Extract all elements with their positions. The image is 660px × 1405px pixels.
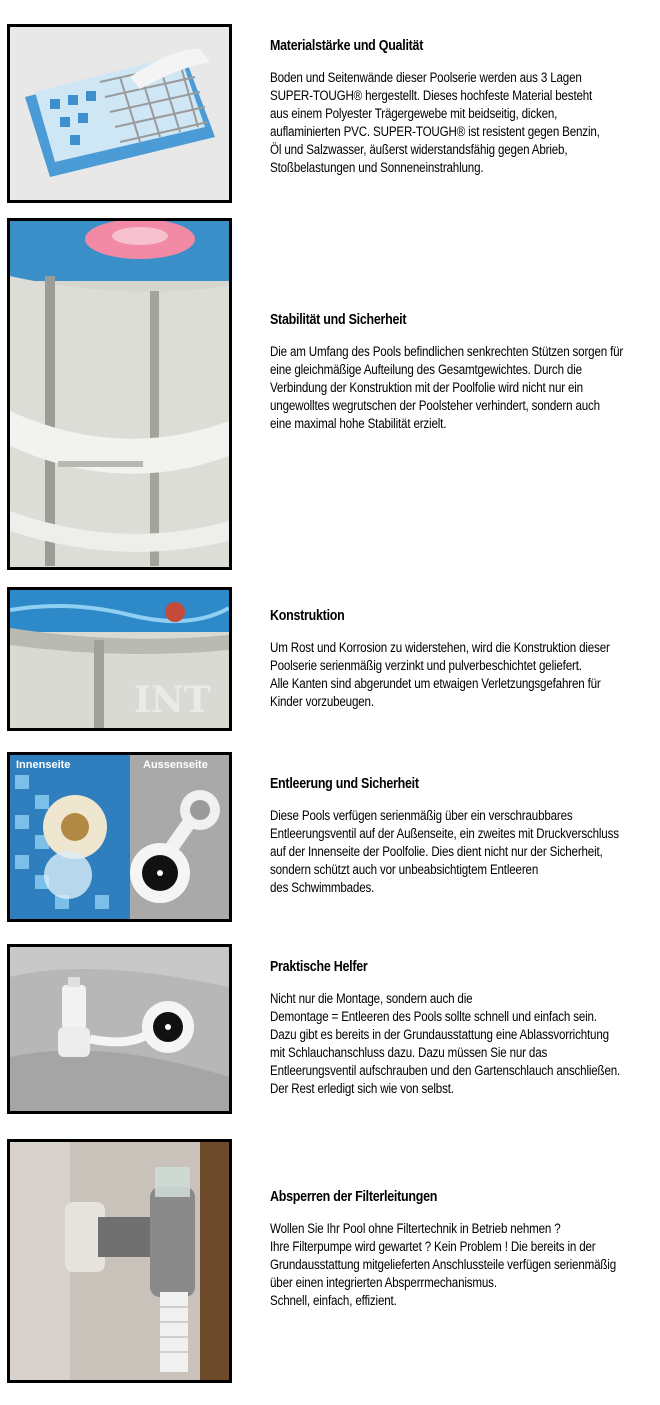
section-body: Boden und Seitenwände dieser Poolserie werden aus 3 Lagen SUPER-TOUGH® hergestellt. Dieses hochfeste Material besteht aus einem Polyester Trägergewebe mit beidseitig, dicken, auflaminierten PVC. SUPER-TOUGH® ist resistent gegen Benzin, Öl und Salzwasser, äußerst widerstandsfähig gegen Abrieb, Stoßbelastungen und Sonneneinstrahlung. <box>270 70 600 175</box>
section-body: Nicht nur die Montage, sondern auch die Demontage = Entleeren des Pools sollte schnell und einfach sein. Dazu gibt es bereits in der Grundausstattung eine Ablassvorrichtung mit Schlauchanschluss dazu. Dazu müssen Sie nur das Entleerungsventil aufschrauben und den Gartenschlauch anschließen. Der Rest erledigt sich wie von selbst. <box>270 991 621 1096</box>
hose-adapter-image <box>7 944 232 1114</box>
section-title: Konstruktion <box>270 608 345 624</box>
pool-frame-image <box>7 218 232 570</box>
section-title: Materialstärke und Qualität <box>270 38 424 54</box>
image-label-inside: Innenseite <box>16 759 71 771</box>
image-label-outside: Aussenseite <box>143 759 208 771</box>
pool-construction-image <box>7 587 232 731</box>
intex-logo-text: INT <box>134 679 211 721</box>
section-body: Wollen Sie Ihr Pool ohne Filtertechnik in Betrieb nehmen ? Ihre Filterpumpe wird gewartet ? Kein Problem ! Die bereits in der Grundausstattung mitgelieferten Anschlussteile verfügen serienmäßig über einen integrierten Absperrmechanismus. Schnell, einfach, effizient. <box>270 1221 617 1308</box>
material-layers-image <box>7 24 232 203</box>
section-body: Um Rost und Korrosion zu widerstehen, wird die Konstruktion dieser Poolserie serienmäßig verzinkt und pulverbeschichtet geliefert. Alle Kanten sind abgerundet um etwaigen Verletzungsgefahren für Kinder vorzubeugen. <box>270 640 610 709</box>
section-title: Stabilität und Sicherheit <box>270 312 407 328</box>
section-title: Absperren der Filterleitungen <box>270 1189 438 1205</box>
section-body: Die am Umfang des Pools befindlichen senkrechten Stützen sorgen für eine gleichmäßige Aufteilung des Gesamtgewichtes. Durch die Verbindung der Konstruktion mit der Poolfolie wird nicht nur ein ungewolltes wegrutschen der Poolsteher verhindert, sondern auch eine maximal hohe Stabilität erzielt. <box>270 344 624 431</box>
filter-connector-image <box>7 1139 232 1383</box>
section-title: Entleerung und Sicherheit <box>270 776 419 792</box>
drain-valves-image <box>7 752 232 922</box>
section-title: Praktische Helfer <box>270 959 368 975</box>
section-body: Diese Pools verfügen serienmäßig über ein verschraubbares Entleerungsventil auf der Außenseite, ein zweites mit Druckverschluss auf der Innenseite der Poolfolie. Dies dient nicht nur der Sicherheit, sondern schützt auch vor unbeabsichtigtem Entleeren des Schwimmbades. <box>270 808 619 895</box>
